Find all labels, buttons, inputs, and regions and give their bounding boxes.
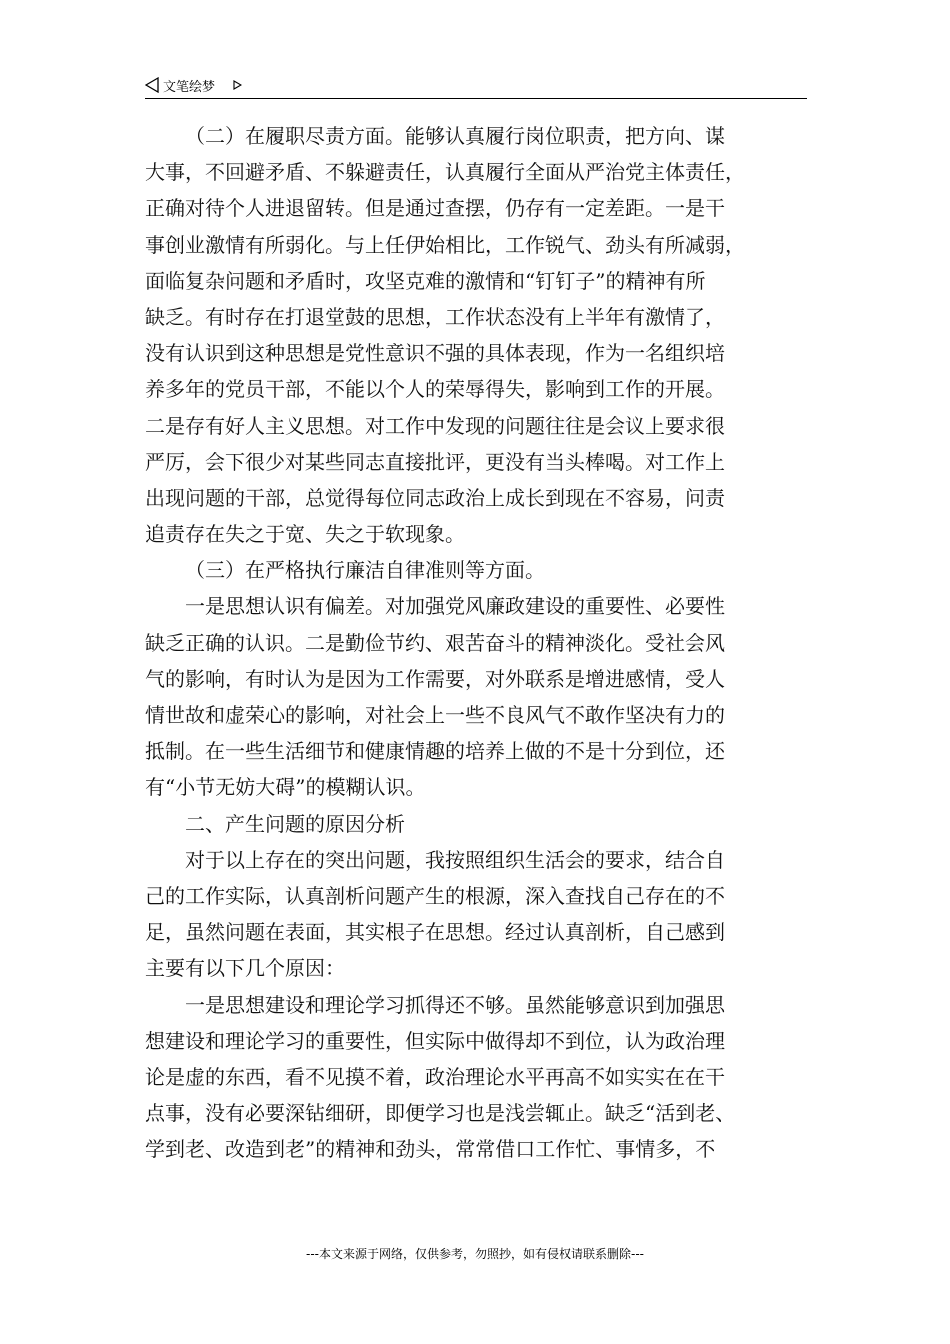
paragraph-line: 二是存有好人主义思想。对工作中发现的问题往往是会议上要求很 (145, 413, 725, 438)
paragraph-line: 对于以上存在的突出问题，我按照组织生活会的要求，结合自 (185, 847, 725, 872)
body-text (145, 118, 807, 1167)
page-header (145, 74, 807, 99)
triangle-right-icon (233, 80, 242, 90)
paragraph-line: 点事，没有必要深钻细研，即便学习也是浅尝辄止。缺乏“活到老、 (145, 1101, 736, 1126)
paragraph-line: 严厉，会下很少对某些同志直接批评，更没有当头棒喝。对工作上 (145, 449, 725, 474)
paragraph-line: 一是思想认识有偏差。对加强党风廉政建设的重要性、必要性 (185, 594, 725, 619)
paragraph-line: 没有认识到这种思想是党性意识不强的具体表现，作为一名组织培 (145, 341, 725, 366)
paragraph-line: 主要有以下几个原因： (145, 956, 345, 981)
section-heading: 二、产生问题的原因分析 (185, 811, 405, 836)
paragraph-line: 有“小节无妨大碍”的模糊认识。 (145, 775, 426, 800)
header-brand: 文笔绘梦 (163, 80, 216, 95)
paragraph-line: 气的影响，有时认为是因为工作需要，对外联系是增进感情，受人 (145, 666, 725, 691)
paragraph-line: 一是思想建设和理论学习抓得还不够。虽然能够意识到加强思 (185, 992, 725, 1017)
paragraph-line: （二）在履职尽责方面。能够认真履行岗位职责，把方向、谋 (185, 124, 725, 148)
paragraph-line: 养多年的党员干部，不能以个人的荣辱得失，影响到工作的开展。 (145, 377, 725, 402)
paragraph-line: 缺乏。有时存在打退堂鼓的思想，工作状态没有上半年有激情了， (145, 304, 725, 329)
page-footer: ---本文来源于网络，仅供参考，勿照抄，如有侵权请联系删除--- (306, 1247, 644, 1261)
paragraph-line: 足，虽然问题在表面，其实根子在思想。经过认真剖析，自己感到 (145, 920, 725, 945)
paragraph-line: 缺乏正确的认识。二是勤俭节约、艰苦奋斗的精神淡化。受社会风 (145, 630, 725, 655)
paragraph-line: 学到老、改造到老”的精神和劲头，常常借口工作忙、事情多，不 (145, 1137, 716, 1162)
paragraph-line: 面临复杂问题和矛盾时，攻坚克难的激情和“钉钉子”的精神有所 (145, 268, 706, 293)
paragraph-line: 论是虚的东西，看不见摸不着，政治理论水平再高不如实实在在干 (145, 1064, 725, 1089)
paragraph-line: 想建设和理论学习的重要性，但实际中做得却不到位，认为政治理 (145, 1028, 725, 1053)
paragraph-line: 己的工作实际，认真剖析问题产生的根源，深入查找自己存在的不 (145, 883, 725, 908)
paragraph-line: 出现问题的干部，总觉得每位同志政治上成长到现在不容易，问责 (145, 485, 725, 510)
paragraph-line: 正确对待个人进退留转。但是通过查摆，仍存有一定差距。一是干 (145, 196, 725, 221)
section-heading: （三）在严格执行廉洁自律准则等方面。 (185, 558, 545, 583)
triangle-left-icon (145, 77, 159, 93)
paragraph-line: 抵制。在一些生活细节和健康情趣的培养上做的不是十分到位，还 (145, 739, 725, 764)
paragraph-line: 情世故和虚荣心的影响，对社会上一些不良风气不敢作坚决有力的 (145, 703, 725, 727)
paragraph-line: 追责存在失之于宽、失之于软现象。 (145, 522, 465, 547)
paragraph-line: 大事，不回避矛盾、不躲避责任，认真履行全面从严治党主体责任， (145, 160, 745, 185)
paragraph-line: 事创业激情有所弱化。与上任伊始相比，工作锐气、劲头有所减弱， (145, 232, 745, 257)
